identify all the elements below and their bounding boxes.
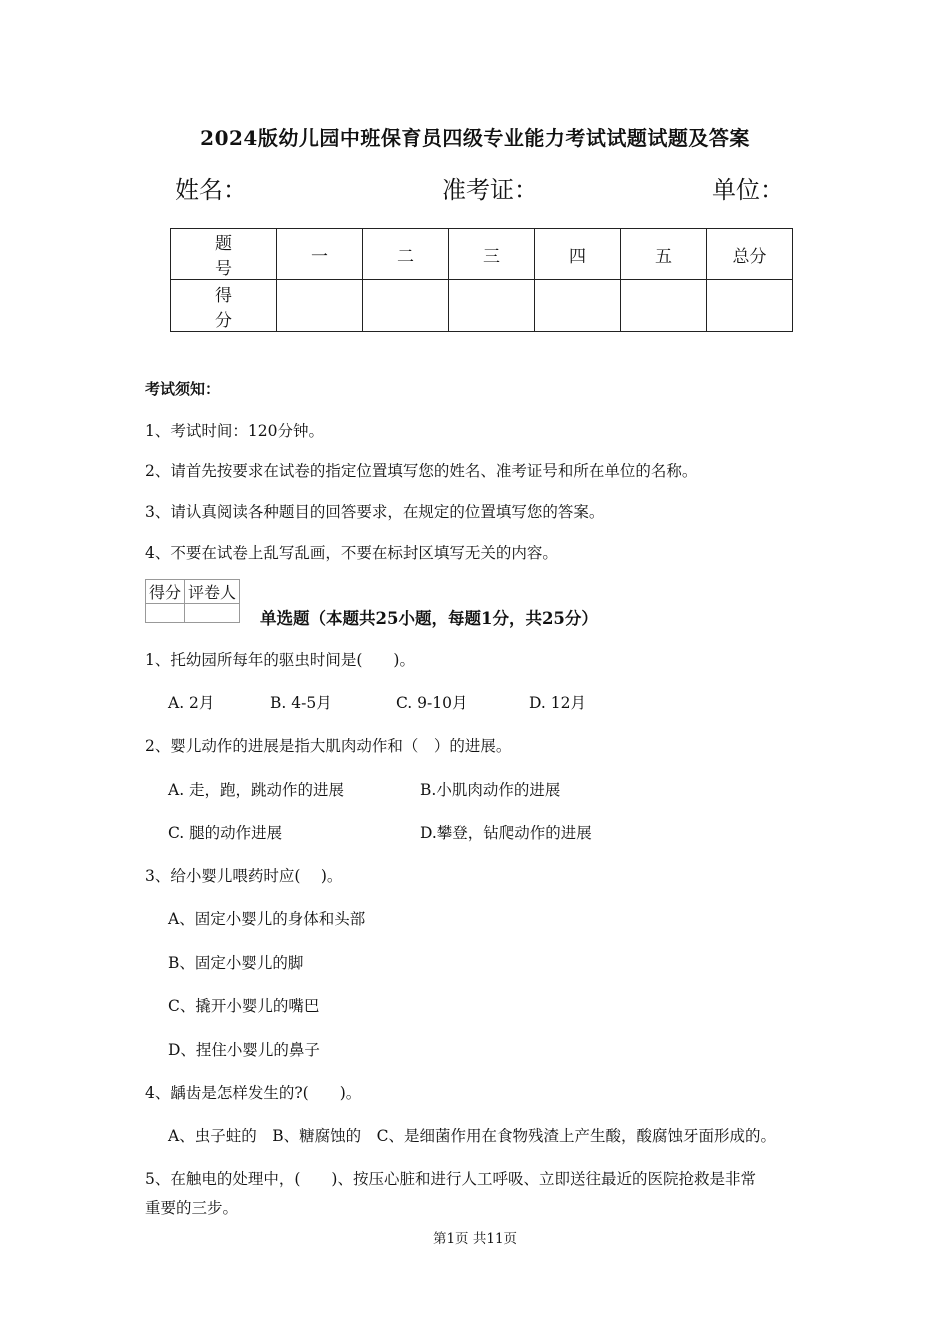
grader-reviewer-cell	[185, 604, 240, 623]
score-table-header-row	[171, 229, 793, 280]
notice-item-3: 3、请认真阅读各种题目的回答要求，在规定的位置填写您的答案。	[145, 503, 605, 521]
grader-score-label: 得分	[146, 580, 185, 604]
score-cell-4	[535, 280, 621, 332]
header-cell-1: 一	[277, 229, 363, 280]
question-1-option-b: B. 4-5月	[270, 694, 332, 712]
header-cell-3: 三	[449, 229, 535, 280]
name-field-label: 姓名：	[175, 176, 247, 204]
score-cell-1	[277, 280, 363, 332]
exam-title: 2024版幼儿园中班保育员四级专业能力考试试题试题及答案	[200, 126, 750, 150]
question-1-option-a: A. 2月	[168, 694, 215, 712]
score-row-label: 得 分	[171, 280, 277, 332]
score-cell-5	[621, 280, 707, 332]
question-3-stem: 3、给小婴儿喂药时应( )。	[145, 867, 343, 885]
question-4-stem: 4、龋齿是怎样发生的?( )。	[145, 1084, 362, 1102]
question-2-stem: 2、婴儿动作的进展是指大肌肉动作和（ ）的进展。	[145, 737, 512, 755]
header-cell-5: 五	[621, 229, 707, 280]
score-cell-2	[363, 280, 449, 332]
question-3-option-c: C、撬开小婴儿的嘴巴	[168, 997, 320, 1015]
grader-reviewer-label: 评卷人	[185, 580, 240, 604]
question-2-option-c: C. 腿的动作进展	[168, 824, 283, 842]
page-footer: 第1页 共11页	[432, 1231, 518, 1247]
question-2-option-b: B.小肌肉动作的进展	[420, 781, 561, 799]
score-cell-total	[707, 280, 793, 332]
notice-title: 考试须知：	[145, 380, 221, 398]
question-5-stem-line-2: 重要的三步。	[145, 1199, 239, 1217]
question-3-option-b: B、固定小婴儿的脚	[168, 954, 304, 972]
header-cell-label: 题 号	[171, 229, 277, 280]
grader-score-cell	[146, 604, 185, 623]
header-cell-total: 总分	[707, 229, 793, 280]
notice-item-4: 4、不要在试卷上乱写乱画，不要在标封区填写无关的内容。	[145, 544, 558, 562]
score-table-score-row	[171, 280, 793, 332]
score-cell-3	[449, 280, 535, 332]
notice-item-2: 2、请首先按要求在试卷的指定位置填写您的姓名、准考证号和所在单位的名称。	[145, 462, 698, 480]
unit-field-label: 单位：	[712, 176, 784, 204]
section-title: 单选题（本题共25小题，每题1分，共25分）	[260, 609, 598, 628]
score-table	[170, 228, 793, 332]
grader-box	[145, 579, 240, 623]
question-4-options: A、虫子蛀的 B、糖腐蚀的 C、是细菌作用在食物残渣上产生酸，酸腐蚀牙面形成的。	[168, 1127, 776, 1145]
header-cell-4: 四	[535, 229, 621, 280]
exam-id-field-label: 准考证：	[442, 176, 538, 204]
question-5-stem-line-1: 5、在触电的处理中，( )、按压心脏和进行人工呼吸、立即送往最近的医院抢救是非常	[145, 1170, 756, 1188]
question-3-option-d: D、捏住小婴儿的鼻子	[168, 1041, 320, 1059]
header-cell-2: 二	[363, 229, 449, 280]
question-2-option-a: A. 走，跑，跳动作的进展	[168, 781, 345, 799]
question-1-stem: 1、托幼园所每年的驱虫时间是( )。	[145, 651, 415, 669]
notice-item-1: 1、考试时间：120分钟。	[145, 422, 324, 440]
question-3-option-a: A、固定小婴儿的身体和头部	[168, 910, 366, 928]
question-1-option-c: C. 9-10月	[396, 694, 468, 712]
question-2-option-d: D.攀登，钻爬动作的进展	[420, 824, 592, 842]
question-1-option-d: D. 12月	[529, 694, 586, 712]
